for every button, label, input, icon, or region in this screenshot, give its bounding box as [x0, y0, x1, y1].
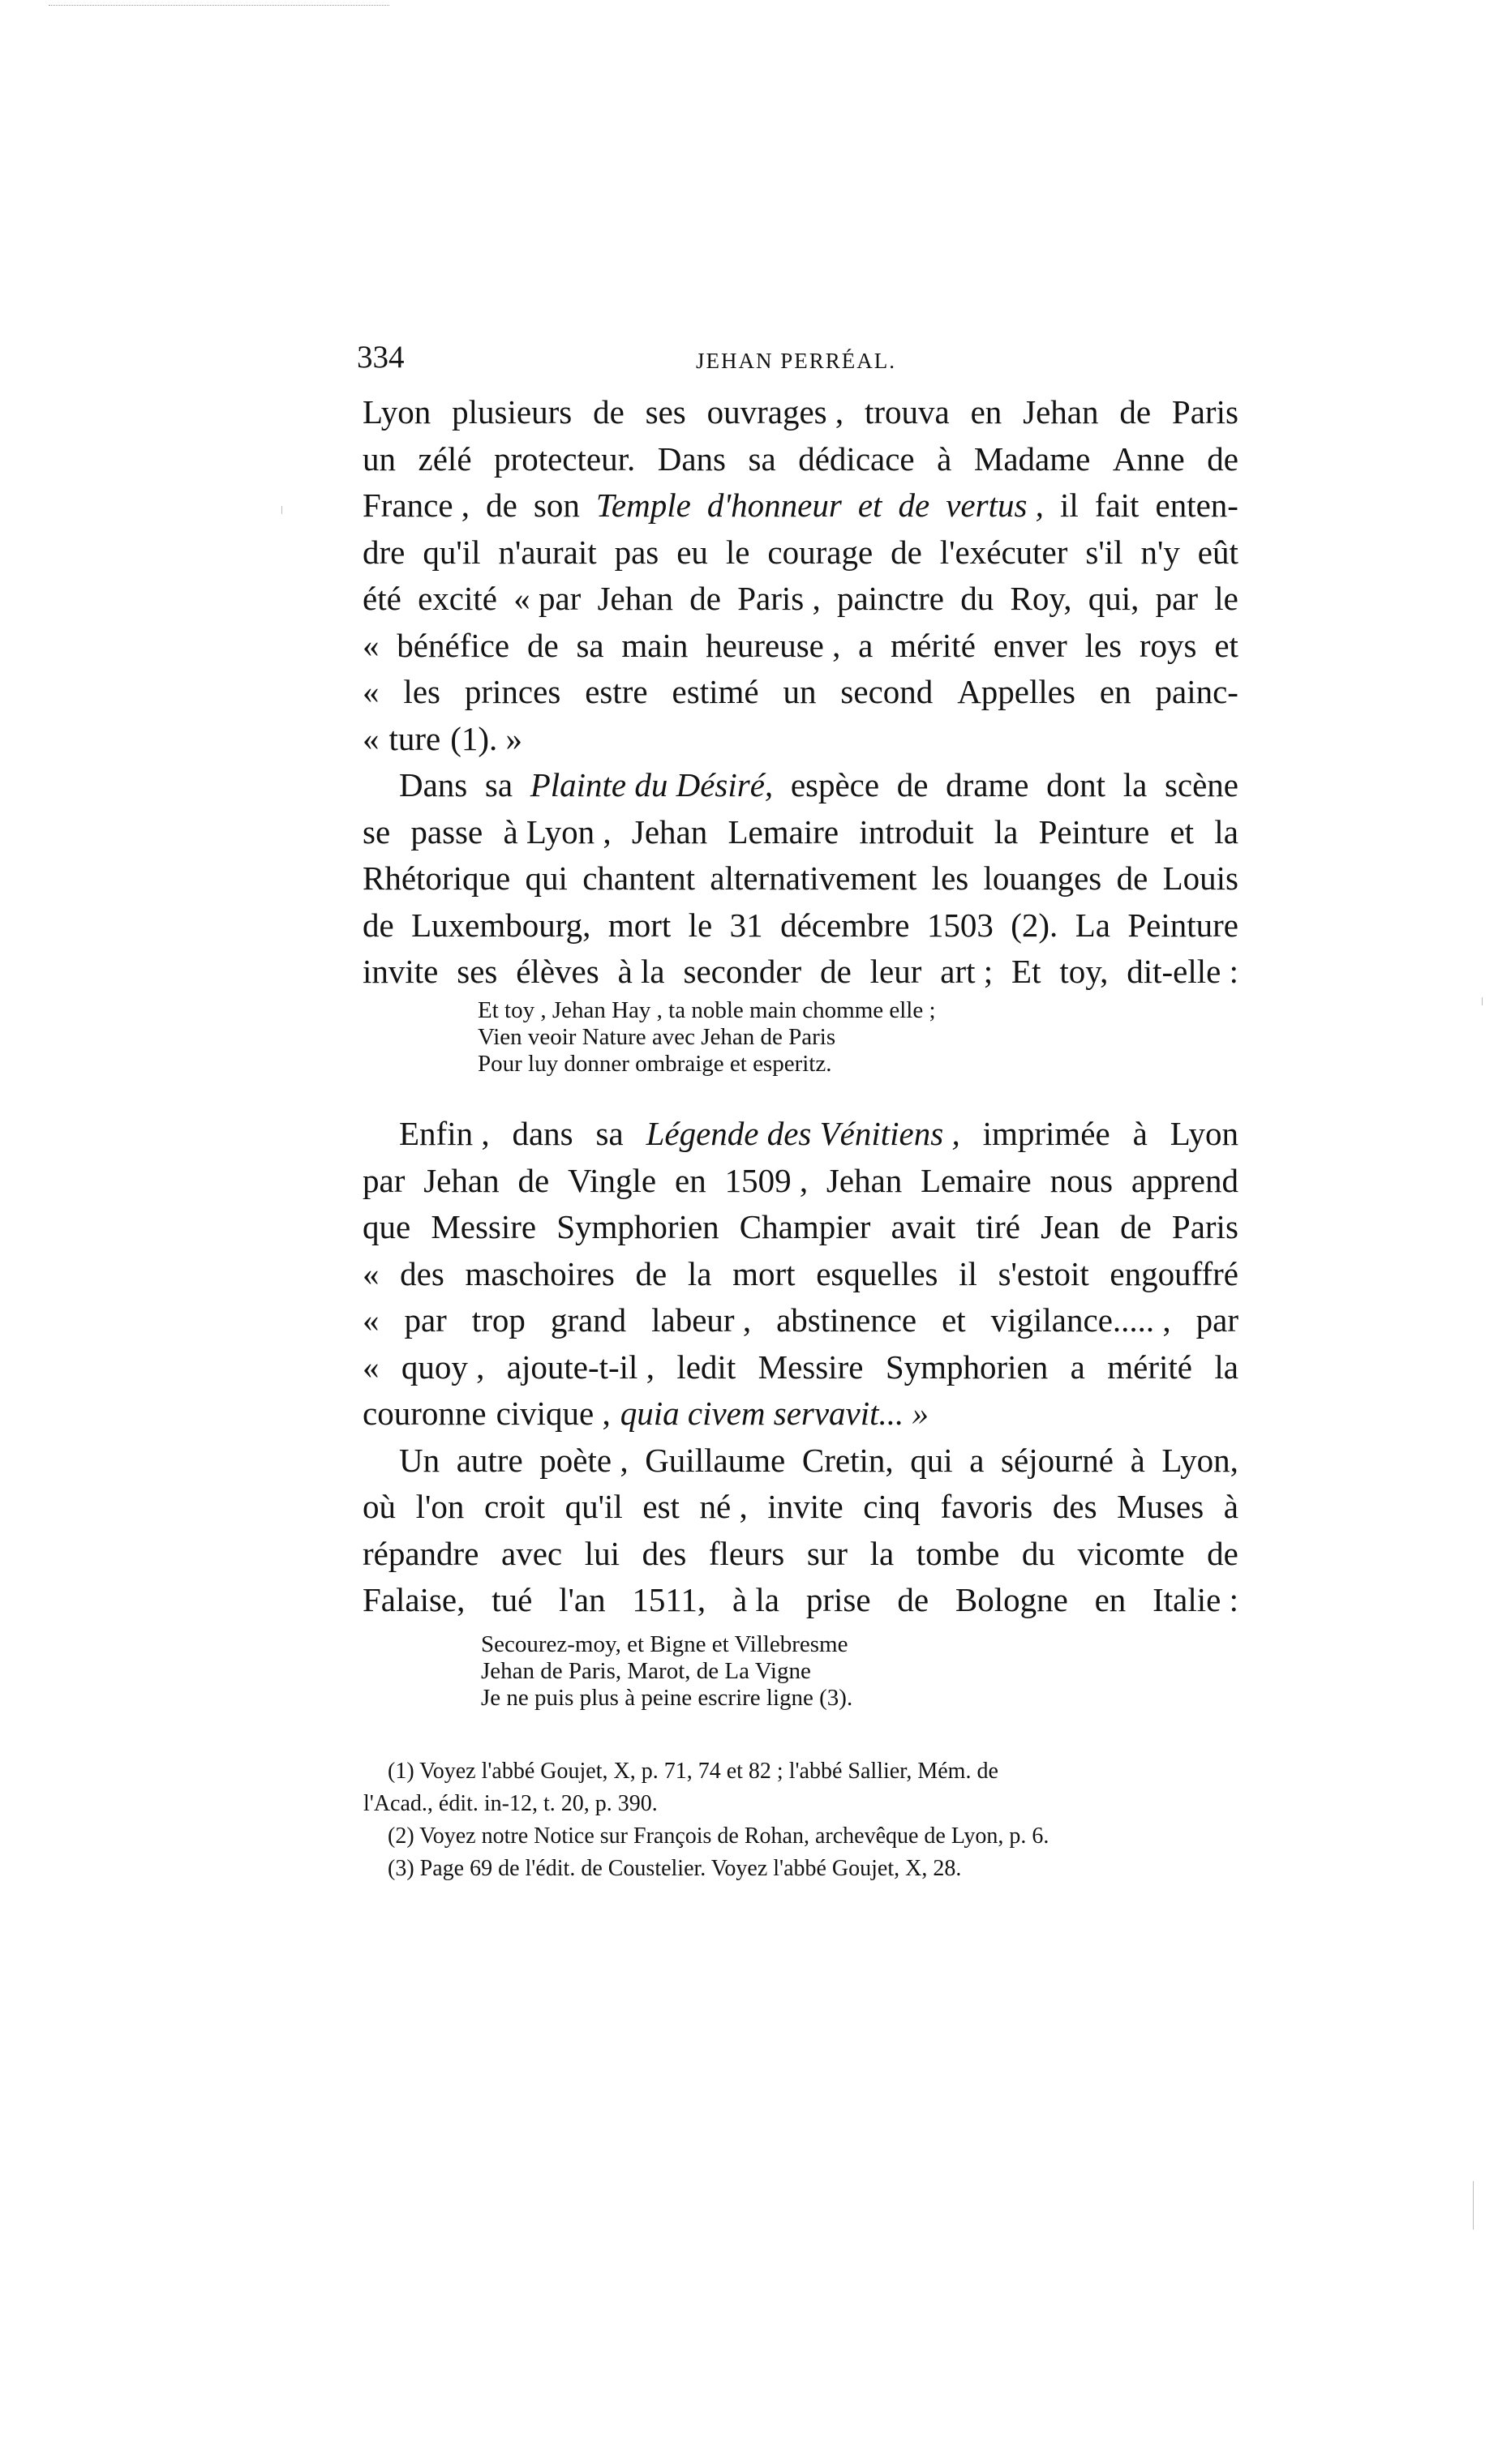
word: tué: [491, 1581, 533, 1618]
word: mort: [607, 906, 672, 944]
verse-quotation: [478, 997, 936, 1078]
word: son: [533, 486, 580, 524]
word: a: [969, 1441, 985, 1479]
word: quia civem servavit... »: [620, 1395, 929, 1432]
word: sa: [595, 1115, 624, 1152]
word: et: [1170, 812, 1195, 851]
word: «: [363, 1301, 380, 1339]
word: ses: [457, 953, 498, 990]
word: de: [363, 906, 394, 944]
word: de: [1120, 1208, 1152, 1245]
word: Guillaume: [645, 1441, 786, 1479]
word: par: [363, 1161, 406, 1199]
word: fleurs: [708, 1534, 785, 1572]
word: estre: [585, 673, 648, 710]
word: roys: [1139, 626, 1197, 664]
text-line: [363, 1251, 1238, 1298]
footnotes: [363, 1755, 1239, 1885]
word: Peinture: [1038, 812, 1150, 851]
word: du: [1021, 1534, 1055, 1572]
word: la: [687, 1254, 712, 1292]
word: des: [1052, 1488, 1097, 1525]
word: « par: [513, 580, 582, 617]
word: Paris: [1171, 393, 1238, 431]
word: Temple: [595, 486, 691, 524]
word: Enfin ,: [399, 1115, 490, 1152]
word: protecteur.: [494, 439, 636, 478]
verse-line: Pour luy donner ombraige et esperitz.: [478, 1051, 832, 1077]
text-line: [363, 1391, 1238, 1438]
word: civique ,: [496, 1395, 611, 1432]
word: la: [1214, 1348, 1238, 1386]
word: de: [897, 1581, 929, 1618]
word: à la: [732, 1581, 779, 1618]
word: passe: [410, 812, 483, 851]
text-line: [363, 716, 1238, 763]
word: des: [400, 1254, 444, 1292]
word: et: [857, 486, 882, 524]
word: à Lyon ,: [503, 812, 612, 851]
text-line: [363, 529, 1238, 576]
word: Jehan: [631, 812, 708, 851]
word: et: [942, 1301, 966, 1339]
word: painc-: [1155, 673, 1238, 710]
word: «: [363, 626, 380, 664]
text-line: [363, 762, 1238, 809]
word: mérité: [1107, 1348, 1192, 1386]
word: sa: [576, 626, 604, 664]
word: de: [517, 1161, 550, 1199]
body-text: [363, 389, 1238, 996]
word: Lemaire: [728, 812, 839, 851]
word: trop: [471, 1301, 526, 1339]
verse-line: Je ne puis plus à peine escrire ligne (3).: [481, 1685, 853, 1711]
word: second: [840, 673, 934, 710]
word: ajoute-t-il ,: [506, 1348, 655, 1386]
word: Plainte du Désiré,: [530, 766, 774, 803]
word: poète ,: [539, 1441, 629, 1479]
word: louanges: [983, 859, 1102, 897]
word: de: [635, 1254, 667, 1292]
word: né ,: [699, 1488, 748, 1525]
word: Luxembourg,: [411, 906, 591, 944]
word: dit-elle :: [1127, 953, 1238, 990]
word: à: [937, 439, 952, 478]
footnote-line: (3) Page 69 de l'édit. de Coustelier. Voyez l'abbé Goujet, X, 28.: [388, 1856, 962, 1881]
word: 1503: [926, 906, 994, 944]
word: Cretin,: [801, 1441, 894, 1479]
verse-line: Vien veoir Nature avec Jehan de Paris: [478, 1024, 836, 1050]
word: heureuse ,: [706, 626, 841, 664]
word: painctre: [836, 580, 944, 617]
word: qui,: [1088, 580, 1140, 617]
running-head: JEHAN PERRÉAL.: [696, 349, 897, 373]
word: de: [526, 626, 559, 664]
word: avec: [501, 1534, 563, 1572]
word: «: [363, 719, 380, 757]
word: d'honneur: [706, 486, 842, 524]
word: la: [869, 1534, 895, 1572]
text-line: [363, 1204, 1238, 1251]
word: vicomte: [1077, 1534, 1185, 1572]
word: à: [1130, 1441, 1145, 1479]
word: trouva: [864, 393, 950, 431]
word: du: [960, 580, 994, 617]
word: sur: [806, 1534, 848, 1572]
word: Lemaire: [921, 1161, 1032, 1199]
text-line: [363, 623, 1238, 670]
word: répandre: [363, 1534, 479, 1572]
word: (2).: [1011, 906, 1058, 944]
word: apprend: [1131, 1161, 1238, 1199]
word: princes: [464, 673, 561, 710]
text-line: [363, 482, 1238, 529]
word: élèves: [516, 953, 599, 990]
word: «: [363, 673, 380, 710]
word: été: [363, 580, 401, 617]
word: Jehan: [597, 580, 673, 617]
word: Italie :: [1152, 1581, 1238, 1618]
word: de: [1207, 1534, 1238, 1572]
word: décembre: [780, 906, 910, 944]
word: art ;: [940, 953, 994, 990]
word: des: [642, 1534, 687, 1572]
page-header: [357, 339, 1257, 388]
word: par: [1155, 580, 1198, 617]
word: les: [931, 859, 969, 897]
body-text-continued: [363, 1111, 1238, 1624]
word: mérité: [891, 626, 976, 664]
text-line: [363, 1344, 1238, 1391]
word: courage: [767, 533, 873, 571]
word: les: [1084, 626, 1122, 664]
word: qui: [910, 1441, 953, 1479]
text-line: [363, 1577, 1238, 1624]
word: Jehan: [1023, 393, 1099, 431]
word: excité: [418, 580, 497, 617]
page-number: 334: [357, 340, 405, 375]
word: l'exécuter: [939, 533, 1068, 571]
word: n'y: [1140, 533, 1180, 571]
word: s'estoit: [998, 1254, 1089, 1292]
word: de: [1207, 439, 1238, 478]
text-line: [363, 436, 1238, 483]
word: ture: [388, 719, 441, 757]
word: maschoires: [465, 1254, 615, 1292]
word: Et: [1011, 953, 1041, 990]
word: favoris: [940, 1488, 1033, 1525]
word: invite: [363, 953, 439, 990]
word: pas: [614, 533, 659, 571]
text-line: [363, 809, 1238, 856]
word: engouffré: [1110, 1254, 1238, 1292]
word: Peinture: [1127, 906, 1238, 944]
word: Falaise,: [363, 1581, 466, 1618]
word: Paris: [1171, 1208, 1238, 1245]
text-line: [363, 669, 1238, 716]
word: s'il: [1085, 533, 1123, 571]
margin-mark: [1482, 997, 1491, 1005]
word: Appelles: [957, 673, 1075, 710]
text-line: [363, 1484, 1238, 1531]
word: dont: [1046, 766, 1106, 803]
word: Louis: [1162, 859, 1238, 897]
word: vertus ,: [946, 486, 1044, 524]
verse-line: Et toy , Jehan Hay , ta noble main chomme elle ;: [478, 997, 936, 1023]
word: le: [725, 533, 750, 571]
word: drame: [946, 766, 1029, 803]
word: a: [1070, 1348, 1085, 1386]
text-line: [363, 389, 1238, 436]
word: Roy,: [1010, 580, 1072, 617]
margin-mark: [1473, 2181, 1482, 2230]
word: cinq: [863, 1488, 921, 1525]
word: se: [363, 812, 391, 851]
word: qu'il: [564, 1488, 623, 1525]
word: Bologne: [955, 1581, 1068, 1618]
word: prise: [805, 1581, 871, 1618]
word: Symphorien: [556, 1208, 719, 1245]
text-line: [363, 902, 1238, 949]
word: bénéfice: [397, 626, 510, 664]
top-scan-mark: [49, 5, 389, 6]
word: 1511,: [632, 1581, 706, 1618]
word: de: [896, 766, 929, 803]
word: à la: [617, 953, 665, 990]
word: Lyon,: [1161, 1441, 1238, 1479]
word: lui: [584, 1534, 620, 1572]
word: eu: [676, 533, 708, 571]
word: vigilance..... ,: [990, 1301, 1171, 1339]
footnote-line: (2) Voyez notre Notice sur François de Rohan, archevêque de Lyon, p. 6.: [388, 1823, 1049, 1849]
word: nous: [1049, 1161, 1114, 1199]
text-line: [363, 855, 1238, 902]
word: le: [688, 906, 713, 944]
word: que: [363, 1208, 411, 1245]
word: enten-: [1155, 486, 1238, 524]
text-line: [363, 1111, 1238, 1158]
word: Messire: [431, 1208, 537, 1245]
word: Lyon: [363, 393, 431, 431]
word: Rhétorique: [363, 859, 511, 897]
word: croit: [483, 1488, 546, 1525]
word: «: [363, 1348, 380, 1386]
word: esquelles: [816, 1254, 938, 1292]
footnote-line: (1) Voyez l'abbé Goujet, X, p. 71, 74 et 82 ; l'abbé Sallier, Mém. de: [388, 1759, 998, 1784]
word: dédicace: [798, 439, 915, 478]
word: est: [642, 1488, 680, 1525]
word: à: [1223, 1488, 1238, 1525]
word: Paris ,: [737, 580, 821, 617]
word: en: [1094, 1581, 1127, 1618]
word: tombe: [916, 1534, 1000, 1572]
text-line: [363, 1531, 1238, 1578]
word: mort: [732, 1254, 796, 1292]
word: sa: [748, 439, 776, 478]
word: de: [891, 533, 922, 571]
text-line: [363, 1438, 1238, 1485]
word: de: [593, 393, 625, 431]
word: l'on: [415, 1488, 465, 1525]
word: où: [363, 1488, 396, 1525]
word: et: [1214, 626, 1238, 664]
word: sa: [484, 766, 513, 803]
word: invite: [767, 1488, 843, 1525]
word: le: [1214, 580, 1238, 617]
word: «: [363, 1254, 380, 1292]
word: Dans: [399, 766, 468, 803]
verse-line: Secourez-moy, et Bigne et Villebresme: [481, 1631, 848, 1657]
word: Un: [399, 1441, 440, 1479]
word: un: [783, 673, 817, 710]
word: alternativement: [710, 859, 917, 897]
word: abstinence: [776, 1301, 917, 1339]
word: imprimée: [982, 1115, 1110, 1152]
word: autre: [456, 1441, 523, 1479]
word: eût: [1197, 533, 1238, 571]
word: un: [363, 439, 396, 478]
word: ses: [645, 393, 686, 431]
word: Jean: [1041, 1208, 1100, 1245]
word: de: [689, 580, 721, 617]
word: de: [820, 953, 852, 990]
word: espèce: [790, 766, 880, 803]
word: par: [404, 1301, 447, 1339]
margin-mark: [281, 506, 290, 514]
word: seconder: [683, 953, 802, 990]
word: les: [403, 673, 440, 710]
word: en: [675, 1161, 706, 1199]
word: il: [959, 1254, 977, 1292]
verse-line: Jehan de Paris, Marot, de La Vigne: [481, 1658, 811, 1684]
word: scène: [1164, 766, 1238, 803]
text-line: [363, 1297, 1238, 1344]
verse-quotation: [481, 1631, 852, 1712]
word: par: [1195, 1301, 1238, 1339]
word: (1). »: [450, 719, 523, 757]
word: Symphorien: [885, 1348, 1049, 1386]
word: leur: [869, 953, 922, 990]
word: à: [1132, 1115, 1148, 1152]
word: quoy ,: [401, 1348, 485, 1386]
word: de: [1119, 393, 1152, 431]
word: La: [1075, 906, 1110, 944]
word: de: [1116, 859, 1148, 897]
word: la: [1214, 812, 1238, 851]
word: France ,: [363, 486, 470, 524]
word: de: [898, 486, 930, 524]
word: qu'il: [423, 533, 481, 571]
word: tiré: [976, 1208, 1021, 1245]
word: ledit: [676, 1348, 736, 1386]
word: Jehan: [826, 1161, 903, 1199]
text-line: [363, 576, 1238, 623]
word: en: [1099, 673, 1131, 710]
word: il: [1059, 486, 1079, 524]
word: 31: [729, 906, 763, 944]
word: l'an: [559, 1581, 606, 1618]
footnote-line: l'Acad., édit. in-12, t. 20, p. 390.: [363, 1791, 658, 1816]
word: en: [970, 393, 1002, 431]
word: avait: [891, 1208, 956, 1245]
word: toy,: [1059, 953, 1109, 990]
word: séjourné: [1001, 1441, 1114, 1479]
word: couronne: [363, 1395, 487, 1432]
word: grand: [550, 1301, 627, 1339]
word: dans: [512, 1115, 573, 1152]
word: Jehan: [423, 1161, 500, 1199]
word: Champier: [739, 1208, 871, 1245]
word: a: [858, 626, 873, 664]
text-line: [363, 1158, 1238, 1205]
word: chantent: [582, 859, 696, 897]
word: ouvrages ,: [706, 393, 844, 431]
word: 1509 ,: [724, 1161, 809, 1199]
word: labeur ,: [651, 1301, 752, 1339]
word: zélé: [418, 439, 472, 478]
word: introduit: [859, 812, 974, 851]
word: fait: [1094, 486, 1140, 524]
word: Légende des Vénitiens ,: [646, 1115, 960, 1152]
word: n'aurait: [498, 533, 597, 571]
word: Dans: [657, 439, 727, 478]
text-line: [363, 949, 1238, 996]
word: plusieurs: [452, 393, 573, 431]
word: main: [621, 626, 689, 664]
word: estimé: [672, 673, 759, 710]
word: Anne: [1112, 439, 1185, 478]
word: Vingle: [568, 1161, 657, 1199]
word: dre: [363, 533, 406, 571]
word: Lyon: [1170, 1115, 1238, 1152]
word: qui: [525, 859, 568, 897]
word: la: [994, 812, 1019, 851]
word: de: [486, 486, 517, 524]
word: Madame: [973, 439, 1091, 478]
word: Muses: [1117, 1488, 1204, 1525]
word: enver: [993, 626, 1067, 664]
word: Messire: [758, 1348, 864, 1386]
word: la: [1122, 766, 1148, 803]
